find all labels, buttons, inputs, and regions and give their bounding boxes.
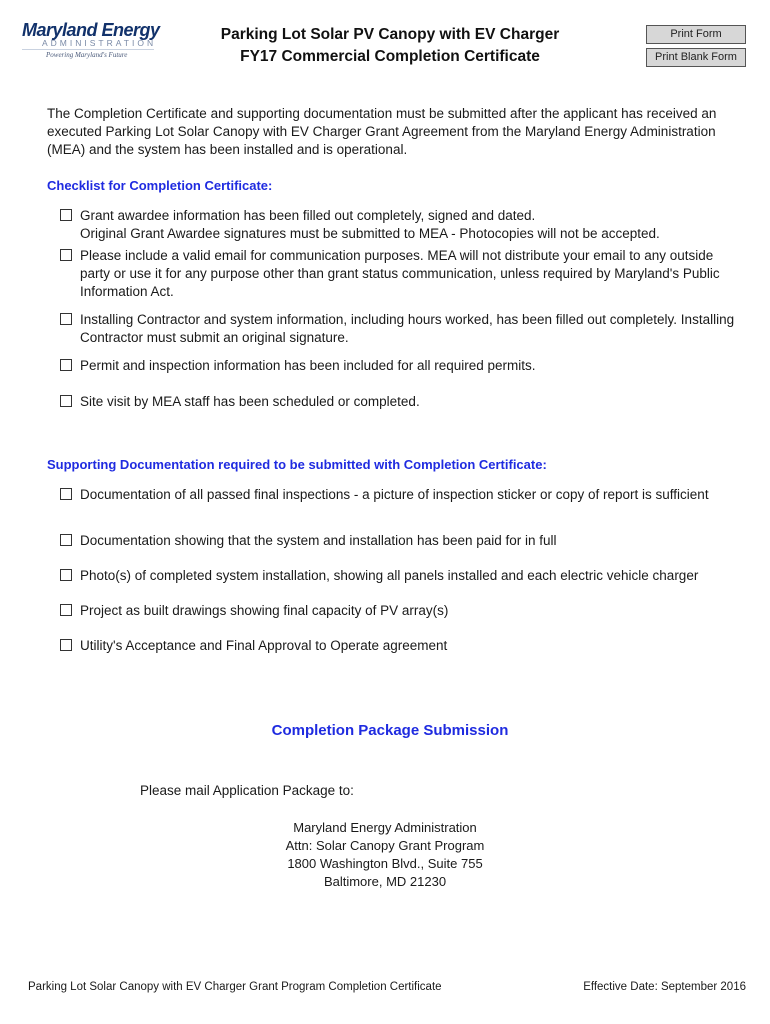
- title-line-2: FY17 Commercial Completion Certificate: [240, 48, 540, 65]
- checklist-checkbox[interactable]: [60, 209, 72, 221]
- address-line: Attn: Solar Canopy Grant Program: [285, 838, 485, 853]
- footer-title: Parking Lot Solar Canopy with EV Charger Grant Program Completion Certificate: [28, 981, 442, 993]
- submission-heading: Completion Package Submission: [271, 722, 509, 739]
- mail-instruction: Please mail Application Package to:: [140, 783, 354, 798]
- checklist-item-text: Site visit by MEA staff has been scheduled or completed.: [80, 394, 420, 409]
- mea-logo: [20, 20, 170, 66]
- mailing-address: [0, 819, 770, 891]
- supporting-checkbox[interactable]: [60, 488, 72, 500]
- logo-tagline: Powering Maryland's Future: [46, 51, 128, 59]
- supporting-item-text: Project as built drawings showing final capacity of PV array(s): [80, 603, 449, 618]
- address-line: Maryland Energy Administration: [293, 820, 477, 835]
- checklist-item-text: Permit and inspection information has been included for all required permits.: [80, 358, 536, 373]
- supporting-item-text: Photo(s) of completed system installation, showing all panels installed and each electric vehicle charger: [80, 568, 699, 583]
- page-title: [190, 24, 590, 68]
- footer-effective-date: Effective Date: September 2016: [583, 981, 746, 993]
- logo-rule: [22, 49, 154, 50]
- checklist-item-text: Please include a valid email for communication purposes. MEA will not distribute your email to any outside party or use it for any purpose other than grant status communication, unless required by Maryland's Public Information Act.: [80, 248, 720, 299]
- checklist-item-text: Installing Contractor and system information, including hours worked, has been filled out completely. Installing Contractor must submit an original signature.: [80, 312, 735, 345]
- supporting-checkbox[interactable]: [60, 534, 72, 546]
- logo-wordmark: Maryland Energy: [22, 20, 160, 40]
- address-line: Baltimore, MD 21230: [323, 874, 447, 889]
- checklist-checkbox[interactable]: [60, 359, 72, 371]
- address-line: 1800 Washington Blvd., Suite 755: [287, 856, 483, 871]
- checklist-item-note: Original Grant Awardee signatures must be submitted to MEA - Photocopies will not be accepted.: [80, 226, 660, 241]
- checklist-heading: Checklist for Completion Certificate:: [47, 178, 273, 193]
- supporting-checkbox[interactable]: [60, 604, 72, 616]
- checklist-checkbox[interactable]: [60, 313, 72, 325]
- intro-paragraph: The Completion Certificate and supporting documentation must be submitted after the applicant has received an executed Parking Lot Solar Canopy with EV Charger Grant Agreement from the Maryland Energy Administration (MEA) and the system has been installed and is operational.: [47, 106, 717, 157]
- print-blank-form-button[interactable]: Print Blank Form: [646, 48, 746, 67]
- checklist-item-text: [80, 207, 740, 243]
- supporting-item-text: Utility's Acceptance and Final Approval to Operate agreement: [80, 638, 448, 653]
- print-form-button[interactable]: Print Form: [646, 25, 746, 44]
- title-line-1: Parking Lot Solar PV Canopy with EV Charger: [220, 26, 560, 43]
- supporting-docs-heading: Supporting Documentation required to be submitted with Completion Certificate:: [47, 457, 547, 472]
- supporting-item-text: Documentation of all passed final inspections - a picture of inspection sticker or copy of report is sufficient: [80, 487, 709, 502]
- supporting-item-text: Documentation showing that the system and installation has been paid for in full: [80, 533, 557, 548]
- checklist-item-line: Grant awardee information has been filled out completely, signed and dated.: [80, 208, 536, 223]
- checklist-checkbox[interactable]: [60, 395, 72, 407]
- supporting-checkbox[interactable]: [60, 639, 72, 651]
- checklist-checkbox[interactable]: [60, 249, 72, 261]
- logo-subtitle: ADMINISTRATION: [42, 38, 157, 48]
- supporting-checkbox[interactable]: [60, 569, 72, 581]
